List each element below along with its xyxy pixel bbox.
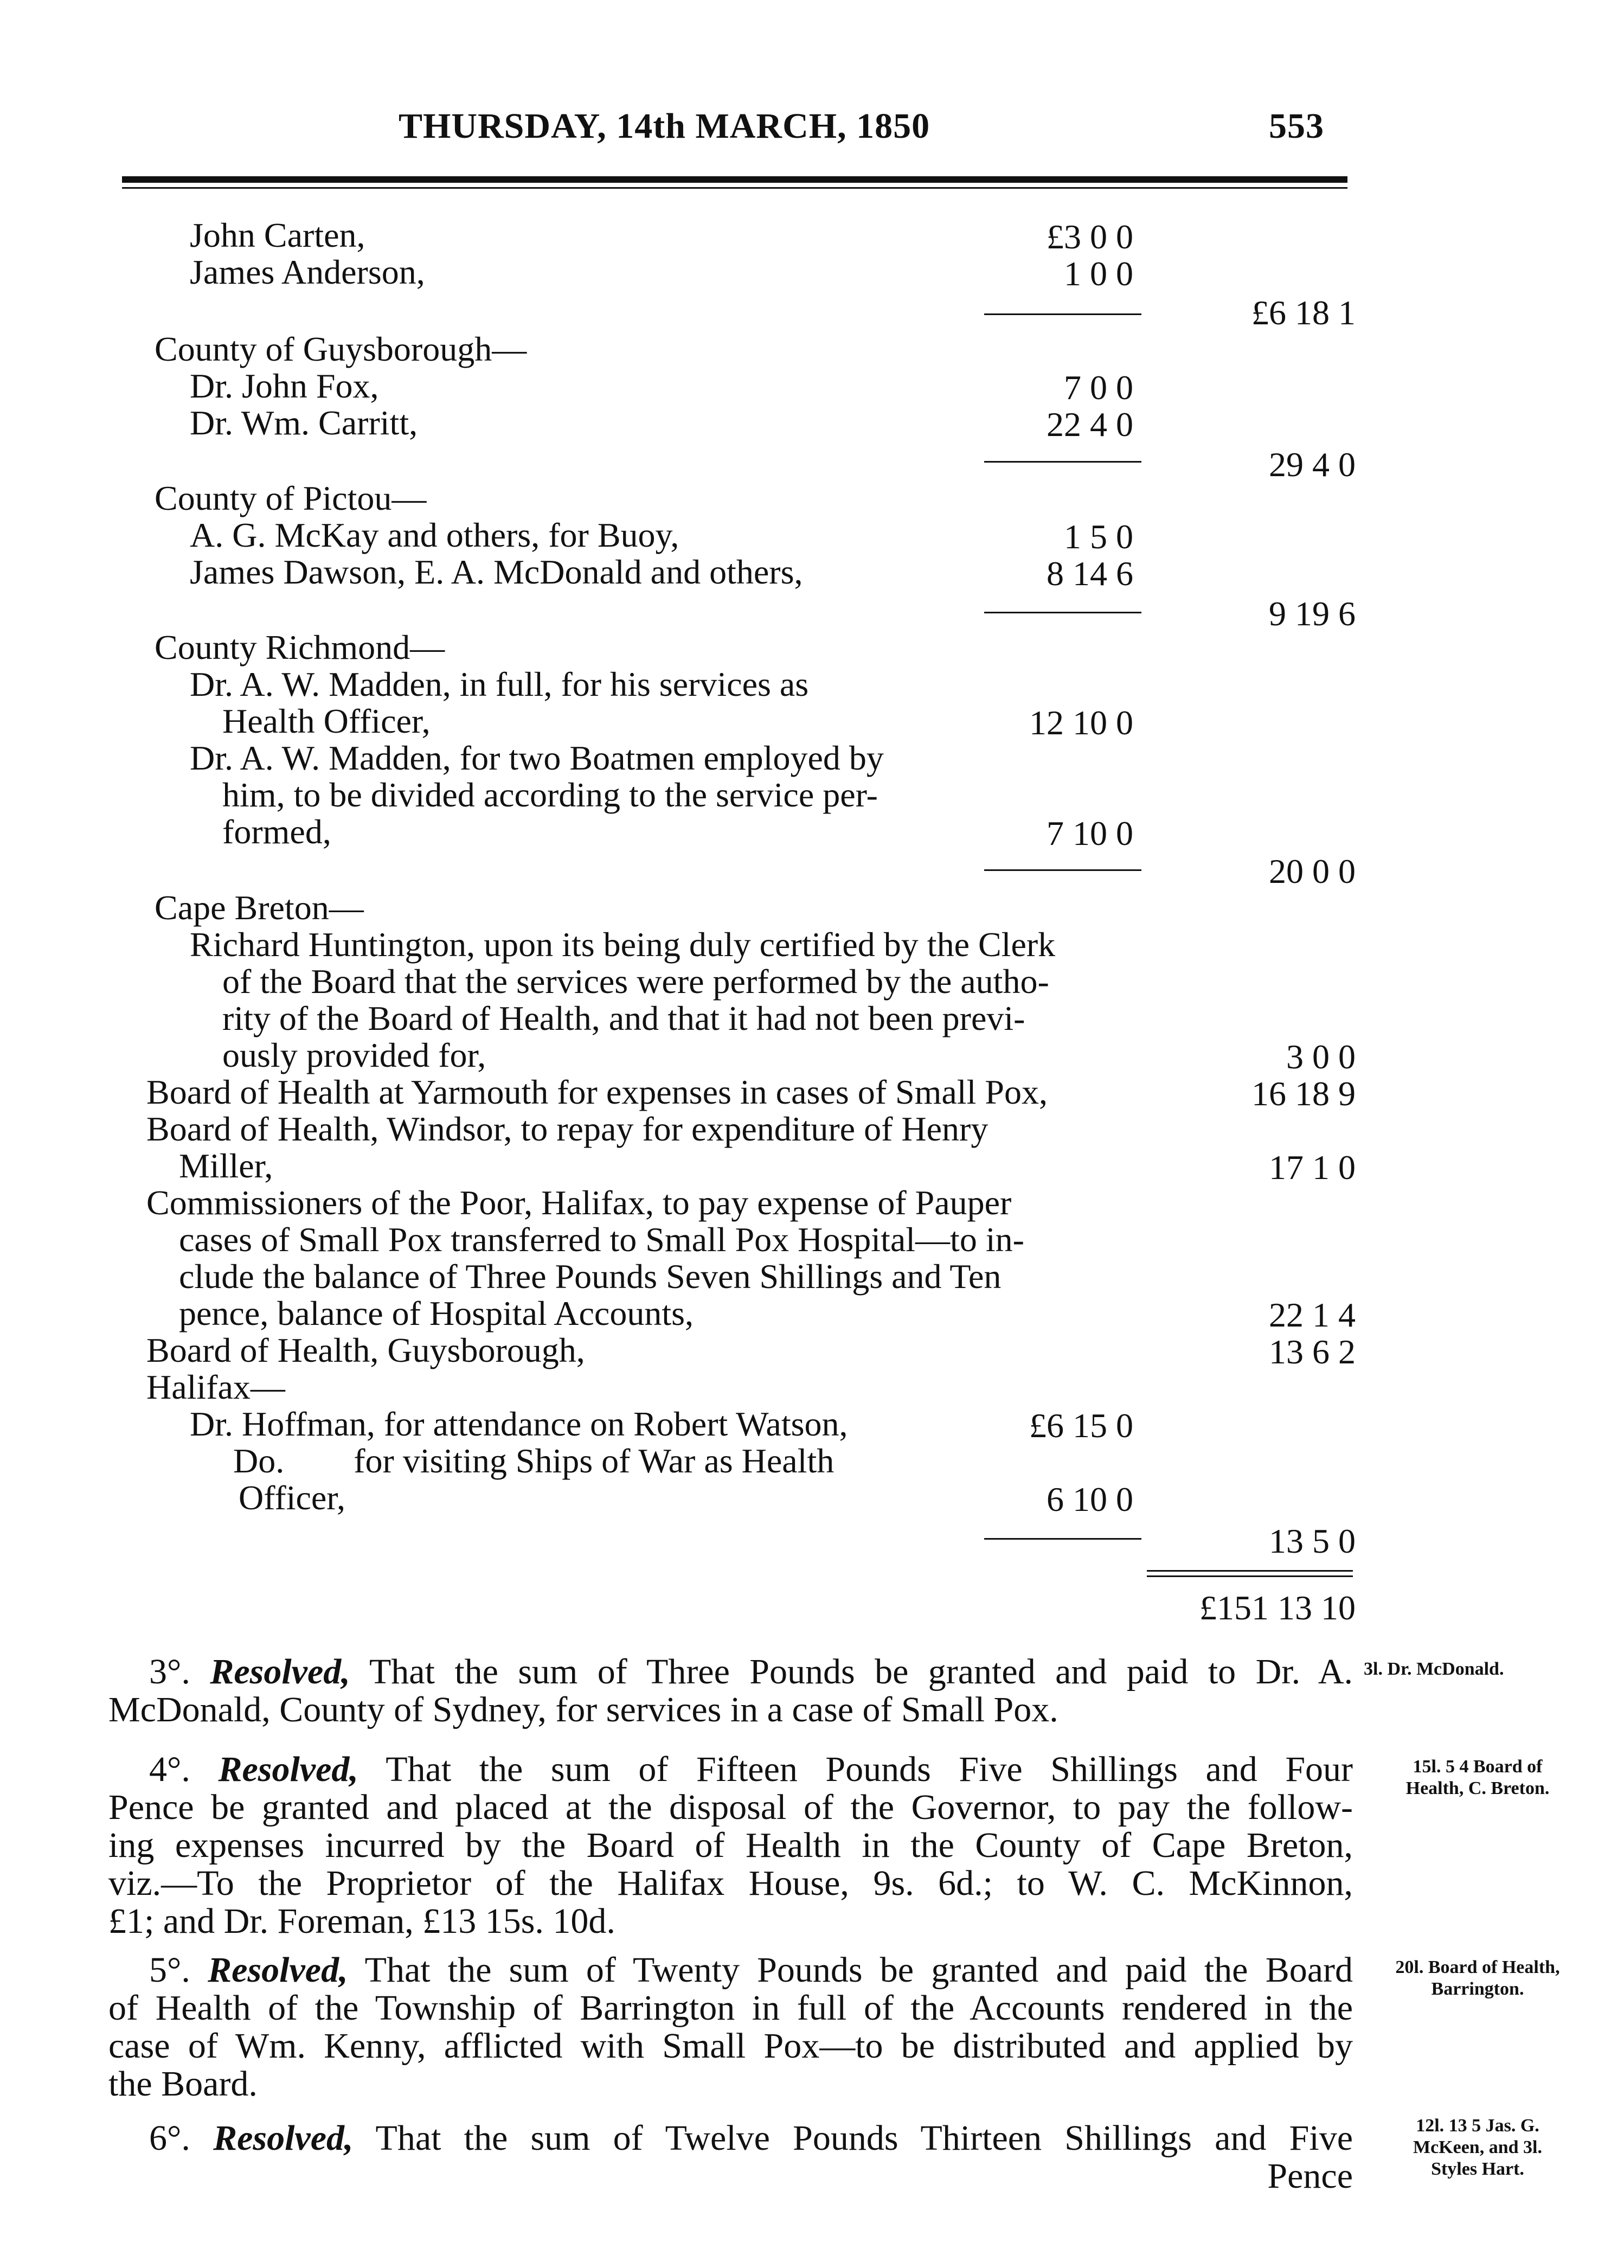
resolution-line: That the sum of Three Pounds be granted and paid to Dr. A.	[369, 1652, 1353, 1692]
grand-total-rule	[1147, 1570, 1353, 1572]
item-label: Dr. John Fox,	[190, 367, 379, 405]
resolution-keyword: Resolved,	[218, 1750, 358, 1789]
item-amount: £6 15 0	[1029, 1406, 1133, 1445]
item-amount: £3 0 0	[1047, 217, 1133, 256]
section-total: 20 0 0	[1269, 852, 1356, 890]
resolution-4	[108, 1751, 1353, 1940]
margin-note	[1364, 2115, 1591, 2180]
item-line: formed,	[222, 812, 331, 851]
section-total: £6 18 1	[1251, 293, 1356, 332]
item-amount: 7 0 0	[1064, 368, 1133, 407]
item-line: rity of the Board of Health, and that it had not been previ-	[222, 999, 1025, 1037]
subtotal-rule	[984, 612, 1141, 613]
resolution-line: ing expenses incurred by the Board of Health in the County of Cape Breton,	[108, 1825, 1353, 1865]
item-amount: 1 0 0	[1064, 254, 1133, 293]
page-header-title: THURSDAY, 14th MARCH, 1850	[399, 106, 930, 146]
item-amount: 17 1 0	[1269, 1148, 1356, 1187]
item-label: James Anderson,	[190, 253, 425, 291]
resolution-line: case of Wm. Kenny, afflicted with Small Pox—to be distributed and applied by	[108, 2026, 1353, 2066]
item-line: Health Officer,	[222, 702, 431, 740]
item-amount: 1 5 0	[1064, 517, 1133, 556]
grand-total: £151 13 10	[1199, 1588, 1356, 1627]
resolution-line: £1; and Dr. Foreman, £13 15s. 10d.	[108, 1901, 615, 1941]
section-total: 13 5 0	[1269, 1522, 1356, 1560]
item-line: of the Board that the services were performed by the autho-	[222, 962, 1049, 1001]
section-heading: Halifax—	[146, 1368, 285, 1406]
resolution-line: of Health of the Township of Barrington in full of the Accounts rendered in the	[108, 1988, 1353, 2028]
resolution-line: That the sum of Twelve Pounds Thirteen Shillings and Five	[375, 2118, 1353, 2158]
header-rule-thin	[122, 187, 1347, 189]
item-line: Miller,	[179, 1146, 273, 1185]
section-heading: County of Pictou—	[155, 479, 427, 517]
resolution-number: 4°.	[149, 1750, 190, 1789]
item-amount: 12 10 0	[1029, 703, 1133, 742]
item-label: John Carten,	[190, 216, 365, 254]
item-line: Board of Health at Yarmouth for expenses in cases of Small Pox,	[146, 1073, 1048, 1111]
item-line: him, to be divided according to the service per-	[222, 776, 878, 814]
resolution-keyword: Resolved,	[208, 1950, 348, 1990]
grand-total-rule	[1147, 1575, 1353, 1577]
resolution-3	[108, 1653, 1353, 1729]
subtotal-rule	[984, 869, 1141, 871]
item-line: Dr. A. W. Madden, in full, for his services as	[190, 665, 809, 703]
item-line: cases of Small Pox transferred to Small Pox Hospital—to in-	[179, 1220, 1024, 1259]
margin-note	[1364, 1756, 1591, 1799]
margin-note-line: 20l. Board of Health,	[1395, 1957, 1560, 1977]
item-line: Dr. A. W. Madden, for two Boatmen employed by	[190, 739, 884, 777]
resolution-5	[108, 1951, 1353, 2103]
margin-note-line: 3l. Dr. McDonald.	[1364, 1659, 1504, 1679]
item-line: Dr. Hoffman, for attendance on Robert Watson,	[190, 1405, 848, 1443]
resolution-number: 6°.	[149, 2118, 190, 2158]
item-amount: 13 6 2	[1269, 1332, 1356, 1371]
section-heading: Cape Breton—	[155, 888, 364, 927]
header-rule	[122, 176, 1347, 183]
resolution-6	[108, 2119, 1353, 2195]
item-line: Officer,	[239, 1478, 346, 1517]
item-amount: 22 4 0	[1047, 405, 1133, 444]
item-line: Board of Health, Guysborough,	[146, 1331, 585, 1369]
item-line: Commissioners of the Poor, Halifax, to pay expense of Pauper	[146, 1183, 1012, 1222]
resolution-line: viz.—To the Proprietor of the Halifax House, 9s. 6d.; to W. C. McKinnon,	[108, 1863, 1353, 1903]
item-line: pence, balance of Hospital Accounts,	[179, 1294, 694, 1332]
subtotal-rule	[984, 461, 1141, 463]
resolution-number: 3°.	[149, 1652, 190, 1692]
item-label: A. G. McKay and others, for Buoy,	[190, 516, 679, 554]
margin-note-line: Styles Hart.	[1431, 2159, 1524, 2179]
section-total: 9 19 6	[1269, 594, 1356, 633]
item-amount: 16 18 9	[1251, 1074, 1356, 1113]
item-line: Do. for visiting Ships of War as Health	[233, 1441, 835, 1480]
item-line: ously provided for,	[222, 1036, 486, 1074]
resolution-line: the Board.	[108, 2064, 258, 2104]
subtotal-rule	[984, 313, 1141, 315]
item-amount: 7 10 0	[1047, 814, 1133, 853]
resolution-line: That the sum of Fifteen Pounds Five Shillings and Four	[386, 1750, 1353, 1789]
resolution-keyword: Resolved,	[213, 2118, 354, 2158]
margin-note-line: McKeen, and 3l.	[1413, 2137, 1542, 2157]
subtotal-rule	[984, 1538, 1141, 1540]
item-line: Richard Huntington, upon its being duly certified by the Clerk	[190, 925, 1056, 964]
margin-note-line: 12l. 13 5 Jas. G.	[1416, 2116, 1539, 2136]
resolution-line: That the sum of Twenty Pounds be granted and paid the Board	[364, 1950, 1353, 1990]
margin-note-line: Health, C. Breton.	[1405, 1778, 1550, 1798]
section-total: 29 4 0	[1269, 445, 1356, 484]
section-heading: County of Guysborough—	[155, 330, 527, 368]
item-amount: 22 1 4	[1269, 1296, 1356, 1334]
item-label: Dr. Wm. Carritt,	[190, 403, 418, 442]
resolution-number: 5°.	[149, 1950, 190, 1990]
resolution-line: Pence be granted and placed at the disposal of the Governor, to pay the follow-	[108, 1788, 1353, 1827]
margin-note	[1364, 1957, 1591, 2000]
margin-note	[1364, 1658, 1548, 1680]
item-line: clude the balance of Three Pounds Seven Shillings and Ten	[179, 1257, 1002, 1296]
item-label: James Dawson, E. A. McDonald and others,	[190, 553, 803, 591]
section-heading: County Richmond—	[155, 628, 445, 667]
page-number: 553	[1269, 106, 1324, 146]
resolution-line: Pence	[1267, 2156, 1353, 2196]
resolution-line: McDonald, County of Sydney, for services in a case of Small Pox.	[108, 1690, 1058, 1729]
margin-note-line: 15l. 5 4 Board of	[1413, 1757, 1543, 1777]
item-amount: 6 10 0	[1047, 1480, 1133, 1519]
item-amount: 3 0 0	[1286, 1037, 1356, 1076]
item-amount: 8 14 6	[1047, 554, 1133, 593]
resolution-keyword: Resolved,	[210, 1652, 350, 1692]
item-line: Board of Health, Windsor, to repay for expenditure of Henry	[146, 1110, 988, 1148]
margin-note-line: Barrington.	[1431, 1979, 1524, 1999]
